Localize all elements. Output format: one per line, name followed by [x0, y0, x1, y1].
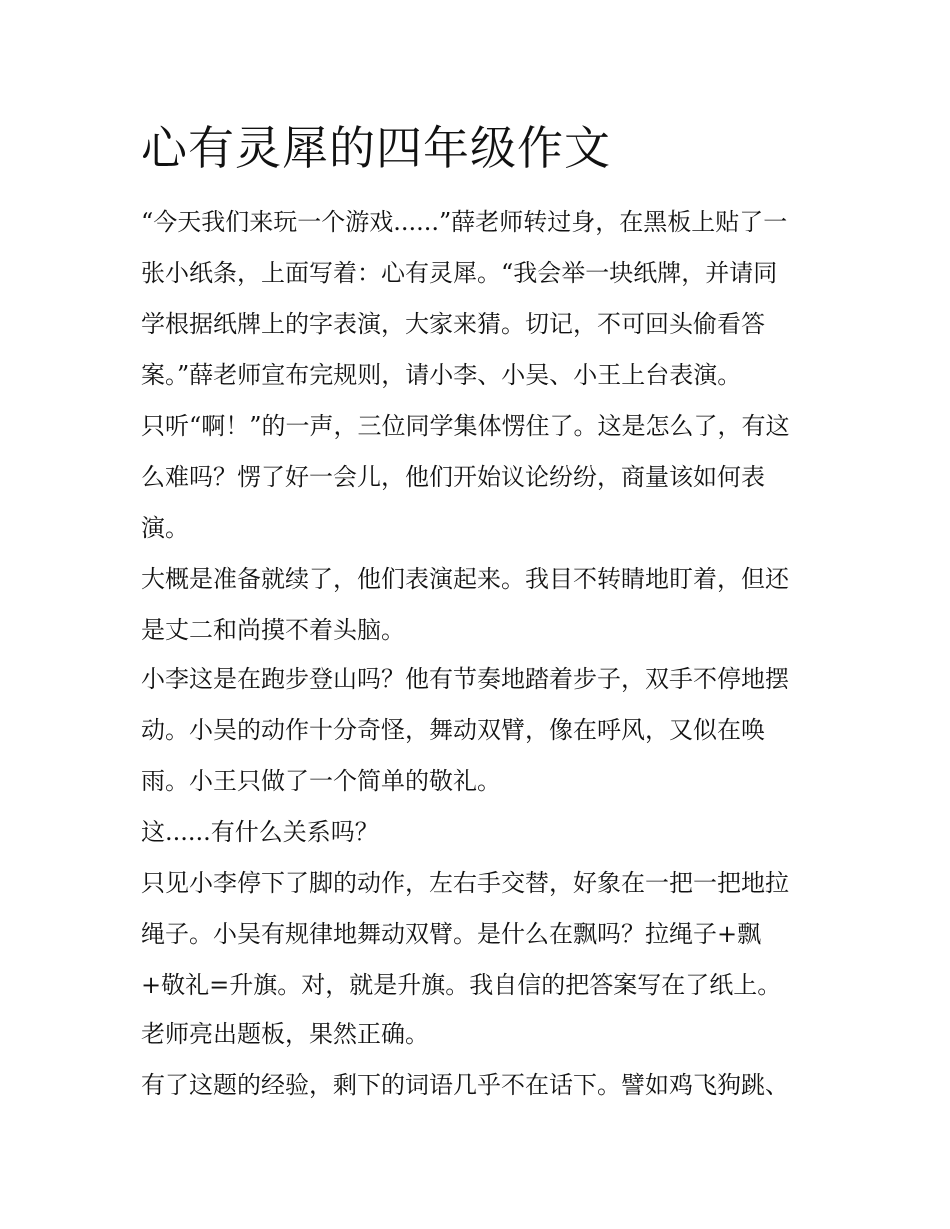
text-line: 这......有什么关系吗？ — [141, 818, 379, 846]
text-line: 案。”薛老师宣布完规则，请小李、小吴、小王上台表演。 — [141, 361, 742, 389]
text-line: 是丈二和尚摸不着头脑。 — [141, 616, 405, 644]
text-line: 只见小李停下了脚的动作，左右手交替，好象在一把一把地拉 — [141, 869, 789, 897]
text-line: 大概是准备就续了，他们表演起来。我目不转睛地盯着，但还 — [141, 565, 789, 593]
text-line: 么难吗？愣了好一会儿，他们开始议论纷纷，商量该如何表 — [141, 463, 765, 491]
text-line: 只听“啊！”的一声，三位同学集体愣住了。这是怎么了，有这 — [141, 412, 790, 440]
text-line: 动。小吴的动作十分奇怪，舞动双臂，像在呼风，又似在唤 — [141, 716, 765, 744]
text-line: 绳子。小吴有规律地舞动双臂。是什么在飘吗？拉绳子+飘 — [141, 920, 762, 948]
text-line: 小李这是在跑步登山吗？他有节奏地踏着步子，双手不停地摆 — [141, 665, 789, 693]
text-line: “今天我们来玩一个游戏......”薛老师转过身，在黑板上贴了一 — [141, 208, 788, 236]
text-line: 老师亮出题板，果然正确。 — [141, 1020, 429, 1048]
text-line: 张小纸条，上面写着：心有灵犀。“我会举一块纸牌，并请同 — [141, 259, 778, 287]
text-line: 演。 — [141, 514, 189, 542]
text-line: 学根据纸牌上的字表演，大家来猜。切记，不可回头偷看答 — [141, 310, 765, 338]
text-line: 有了这题的经验，剩下的词语几乎不在话下。譬如鸡飞狗跳、 — [141, 1071, 789, 1099]
text-line: 雨。小王只做了一个简单的敬礼。 — [141, 767, 501, 795]
text-line: +敬礼=升旗。对，就是升旗。我自信的把答案写在了纸上。 — [141, 971, 782, 999]
document-title: 心有灵犀的四年级作文 — [141, 121, 611, 175]
